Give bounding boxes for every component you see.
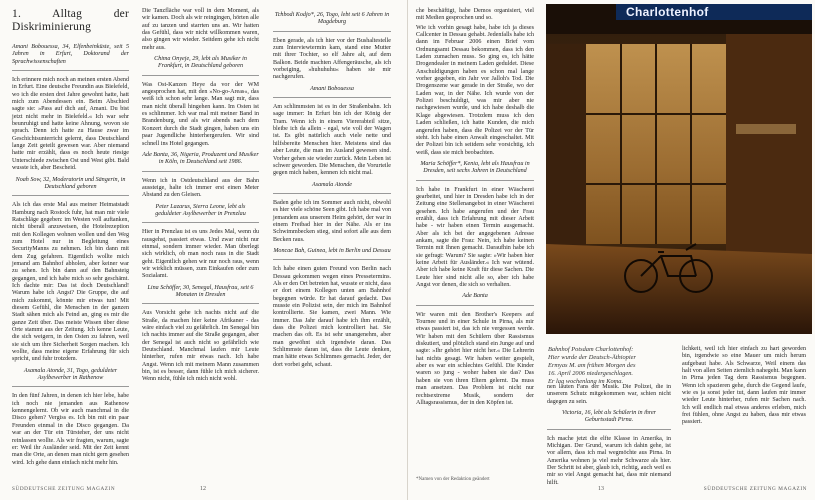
speaker-intro: Ade Banta, 36, Nigeria, Produzent und Musiker in Köln, in Deutschland seit 1986. — [142, 152, 259, 172]
paragraph: lichkeit, weil ich hier einfach zu hart geworden bin, irgendwie so eine Mauer um mich herum aufgebaut habe. Als Schwarze, Weil einem das halt von allen Seiten ziemlich nahegeht. Man kann in Pirna jeden Tag dem Rassismus begegnen. Wenn ich spazieren gehe, durch die Gegend laufe, wie es ja sonst jeder tut, dann laufen mir immer wieder Leute hinterher, rufen mir Sachen nach. Ich will endlich mal etwas anderes erleben, mich frei fühlen, ohne Angst zu haben, dass mir etwas passiert. — [682, 346, 806, 426]
paragraph: Am schlimmsten ist es in der Straßenbahn. Ich sage immer: In Erfurt bin ich der König der Tram. Wenn ich in einem Viererabteil sitze, bleibe ich da allein - egal, wie voll der Wagen ist. Es gibt natürlich auch viele nette und hilfsbereite Menschen hier. Meistens sind das aber Leute, die man im Ausland gewesen sind. Vorher gehen sie wieder zurück. Mein Leben ist schwer geworden. Die Menschen, die Vorurteile gegen mich haben, kennen ich nicht mal. — [273, 104, 391, 177]
article-heading: 1. Alltag der Diskriminierung — [12, 8, 129, 33]
right-column-1 — [416, 8, 534, 409]
paragraph: nen lauten Fans der Musik. Die Polizei, die in unserem Schutz mitgekommen war, schien nicht dagegen zu sein. — [547, 384, 671, 405]
paragraph: Eben gerade, als ich hier vor der Bushaltestelle zum Interviewtermin kam, stand eine Mutter mit ihrer Tochter, so elf Jahre alt, auf dem Balkon. Beide machten Affengeräusche, als ich vorbeiging, »huhuhuhu« haben sie mir nachgerufen. — [273, 37, 391, 81]
station-photo — [546, 4, 812, 334]
footnote: *Namen von der Redaktion geändert — [416, 477, 490, 482]
paragraph: Baden gehe ich im Sommer auch nicht, obwohl es hier viele schöne Seen gibt. Ich habe mal von jemandem aus unserem Heim gehört, der war in einem Freibad hier in der Nähe. Als er ins Schwimmbecken stieg, sind sofort alle aus dem Becken raus. — [273, 199, 391, 243]
speaker-intro: Amani Bobouessa — [273, 86, 391, 98]
paragraph: In den fünf Jahren, in denen ich hier lebe, habe ich noch nie jemanden aus Rathenow kennengelernt. Ob wir auch manchmal in die Disco gehen? Vergiss es. Ich bin mit ein paar Freunden einmal in die Disco gegangen. Da war an der Tür ein Türsteher, der uns nicht reinlassen wollte. Als wir fragten, warum, sagte er: Weil ihr Ausländer seid. Mit der Zeit kennt man die Orte, an denen man nicht gern gesehen wird. Ich gehe dann einfach nicht mehr hin. — [12, 393, 129, 466]
paragraph: Ich habe einen guten Freund von Berlin nach Dessau gekommen wegen eines Pressetermins. Als er den Ort betreten hat, wusste er nicht, dass er dort einem Kollegen unten am Bahnhof begegnen würde. Er hat darauf gedacht. Das musste ein Polizist sein, der mich im Bahnhof kontrollierte. Sie kamen, zwei Mann. Wie immer. Das Jahr darauf habe ich ihm erzählt, dass die Polizei mich kontrolliert hat. Sie machen das oft. Es ist sehr unangenehm, aber man gewöhnt sich irgendwie daran. Das Schlimmste daran ist, dass die Leute denken, man hätte etwas Schlimmes gemacht. Jeder, der dort vorbei geht, schaut. — [273, 266, 391, 368]
speaker-intro: Moncae Bah, Guinea, lebt in Berlin und Dessau — [273, 248, 391, 260]
paragraph: Wenn ich in Ostdeutschland aus der Bahn aussteige, halte ich immer erst einen Meter Abstand zu den Gleisen. — [142, 177, 259, 199]
left-column-3 — [273, 8, 391, 371]
speaker-intro: Asamala Atonde, 31, Togo, geduldeter Asylbewerber in Rathenow — [12, 368, 129, 388]
paragraph: Wie ich vorhin gesagt habe, habe ich ja dieses Callcenter in Dessau gehabt. Jedenfalls habe ich dann im Februar 2006 einen Brief vom Ordnungsamt Dessau bekommen, dass ich den Laden zumachen muss. So ging es, ich hätte Drogendealer in meinem Laden geduldet. Diese Anschuldigungen haben es schon mal lange vorher gegeben, ein Jahr vor Jalloh's Tod. Die Drogenszene war gerade in der Straße, wo der Laden war, in der Nähe. Ich wurde von der Polizei beschuldigt, was mir aber nie nachgewiesen wurde, und ich habe deshalb die Klage abgewiesen. Trotzdem muss ich den Laden schließen, ich hatte Kunden, die mich angerufen haben, dass die Polizei vor der Tür steht. Ich habe einen Anwalt eingeschaltet. Mit der Polizei bin ich seitdem sehr vorsichtig, ich weiß, dass sie mich beobachten. — [416, 24, 534, 156]
speaker-intro: Amani Bobouessa, 34, Elfenbeinküste, seit 5 Jahren in Erfurt, Doktorand der Sprachwissenschaften — [12, 44, 129, 71]
speaker-intro: Tchbodi Kodjo*, 26, Togo, lebt seit 6 Jahren in Magdeburg — [273, 12, 391, 32]
paragraph: Was Ost-Kanzen Heye da vor der WM angesprochen hat, mit den »No-go-Areas«, das weiß ich schon sehr lange. Man sagt mir, dass man nicht überall hingehen kann. Im Osten ist es schlimmer. Ich war mal mit meiner Band in Brandenburg, und als wir abends nach dem Konzert durch die Stadt gingen, haben uns ein paar Jugendliche hinterhergerufen. Wir sind schnell ins Hotel gegangen. — [142, 81, 259, 147]
paragraph: Die Tanzfläche war voll in dem Moment, als wir kamen. Doch als wir reingingen, hörten alle auf zu tanzen und starrten uns an. Wir hatten das Gefühl, dass wir nicht willkommen waren, also gingen wir wieder. Seitdem gehe ich nicht mehr aus. — [142, 8, 259, 51]
magazine-footer: SÜDDEUTSCHE ZEITUNG MAGAZIN — [703, 486, 807, 492]
page-number: 12 — [200, 486, 206, 492]
speaker-intro: Lina Schöffer, 30, Senegal, Hausfrau, seit 6 Monaten in Dresden — [142, 285, 259, 305]
speaker-intro: Maria Schöffer*, Kenia, lebt als Hausfrau in Dresden, seit sechs Jahren in Deutschland — [416, 161, 534, 181]
magazine-footer: SÜDDEUTSCHE ZEITUNG MAGAZIN — [12, 486, 116, 492]
left-column-1 — [12, 8, 129, 469]
speaker-intro: Asamala Atonde — [273, 182, 391, 194]
paragraph: Ich erinnere mich noch an meinen ersten Abend in Erfurt. Eine deutsche Freundin aus Bielefeld, wo ich die ersten drei Jahre gewohnt hatte, hatt mich zum Abendessen ein. Beim Abschied sagte sie: »Pass auf dich auf, Amani. Du bist jetzt nicht mehr in Bielefeld.« Ich war sehr beunruhigt und hatte keine Ahnung, wovon sie sprach. Denn ich hatte zu Hause zwar im Geschichtsunterricht gelernt, dass Deutschland lange Zeit geteilt gewesen war. Aber niemand hatte mir erzählt, dass es noch heute riesige Unterschiede zwischen Ost und West gibt. Bald wusste ich, aber Bescheid. — [12, 77, 129, 172]
paragraph: che beschäftigt, habe Demos organisiert, viel mit Medien gesprochen und so. — [416, 8, 534, 22]
speaker-intro: Peter Lazarus, Sierra Leone, lebt als geduldeter Asylbewerber in Prenzlau — [142, 204, 259, 224]
station-sign: Charlottenhof — [626, 5, 709, 19]
speaker-intro: Chima Onyeje, 29, lebt als Musiker in Frankfurt, in Deutschland geboren — [142, 56, 259, 76]
paragraph: Ich mache jetzt die elfte Klasse in Amerika, in Michigan. Der Grund, warum ich dahin gehe, ist vor allem, dass ich mal wegmöchte aus Pirna. In Amerika wohnen ja viel mehr Schwarze als hier. Der Schritt ist aber, glaub ich, richtig, auch weil es mir so viel Angst gemacht hat, dass mir niemand hilft. — [547, 435, 671, 486]
paragraph: Ich habe in Frankfurt in einer Wäscherei gearbeitet, und hier in Dresden habe ich in der Zeitung eine Stellenangebot in einer Wäscherei gesehen. Ich habe angerufen und der Frau erzählt, dass ich Erfahrung mit dieser Arbeit habe - wir haben einen Termin ausgemacht. Aber als ich bei der angegebenen Adresse ankam, sagte die Frau: Nein, ich habe keinen Termin mit Ihnen gemacht. Daraufhin habe ich sie gefragt: Warum? Sie sagte: »Wir haben hier keine Arbeit für Ausländer.« Ich war wütend. Aber ich habe keine Kraft für diese Sachen. Die Leute hier sind nicht alle so, aber ich habe Angst vor denen, die sich so verhalten. — [416, 186, 534, 289]
speaker-intro: Noah Sow, 32, Moderatorin und Sängerin, in Deutschland geboren — [12, 177, 129, 197]
paragraph: Als ich das erste Mal aus meiner Heimatstadt Hamburg nach Rostock fuhr, hat man mir viele Ratschläge gegeben: im Westen voll auftanken, nicht überall anzuweisen, die Hotelrezeption mit den Kollegen wohnen wollen und den Weg zum Hotel nur in Begleitung eines SecurityManns zu nehmen. Ich bin dann mit dem Zug gefahren. Eigentlich wollte mich jemand am Bahnhof abholen, aber keiner war zu sehen. Ich bin dann auf den Bahnsteig gegangen, und ich habe mich so sehr geschämt. Ich dachte mir: Das ist doch Deutschland! Warum habe ich Angst? Die Gruppe, die auf mich zukommt, könnte mir etwas tun! Mit diesem Gefühl, die Menschen in der ganzen Stadt sähen mich als Feind an, ging es mir die ganze Zeit über. Das meiste Wissen über diese Orte stammt aus der Zeitung. Ich kenne Leute, die sich weigern, in den Osten zu fahren, weil sie sich um ihre Sicherheit Sorgen machen. Ich wollte, dass meine eigene Erfahrung für sich spricht, und fuhr trotzdem. — [12, 202, 129, 363]
paragraph: Wir waren mit den Brother's Keepers auf Tournee und in einer Schule in Pirna, als mir etwas passiert ist, das ich nie vergessen werde. Wir haben mit den Schülern über Rassismus diskutiert, und plötzlich stand ein Junge auf und sagte: »Ihr gehört hier nicht her.« Die Lehrerin hat nichts gesagt. Wir haben weiter gespielt, aber es war ein schlechtes Gefühl. Die Kinder waren so jung - woher haben sie das? Das haben sie von ihren Eltern gelernt. Da muss man ansetzen. Das Problem ist nicht nur rechtsextreme Musik, sondern der Alltagsrassismus, der in den Köpfen ist. — [416, 311, 534, 406]
right-column-2 — [547, 384, 671, 489]
paragraph: Aus Vorsicht gehe ich nachts nicht auf die Straße, da machen hier keine Afrikaner - das wäre einfach viel zu gefährlich. Im Senegal bin ich nachts immer auf die Straße gegangen, aber der Senegal ist auch nicht so gefährlich wie Deutschland. Manchmal laufen mir Leute hinterher, rufen mir etwas nach. Ich habe Angst. Wenn ich mit meinem Mann zusammen bin, ist es besser, dann fühle ich mich sicherer. Wenn nicht, fühle ich mich nicht wohl. — [142, 310, 259, 383]
right-column-3 — [682, 346, 806, 429]
paragraph: Hier in Prenzlau ist es uns Jedes Mal, wenn du rausgehst, passiert etwas. Und zwar nicht nur einmal, sondern immer wieder. Man überlegt sich wirklich, ob man noch raus in die Stadt geht. Eigentlich gehen wir nur noch raus, wenn wir wirklich müssen, zum Einkaufen oder zum Sozialamt. — [142, 229, 259, 280]
station-photo-illustration — [546, 4, 812, 334]
photo-caption: Bahnhof Potsdam Charlottenhof: Hier wurde der Deutsch-Äthiopier Ermyas M. am frühen Morgen des 16. April 2006 niedergeschlagen. Er lag wochenlang im Koma. — [548, 346, 636, 385]
left-column-2 — [142, 8, 259, 386]
page-number: 13 — [598, 486, 604, 492]
speaker-intro: Ade Banta — [416, 293, 534, 305]
speaker-intro: Victoria, 16, lebt als Schülerin in ihrer Geburtsstadt Pirna. — [547, 410, 671, 430]
